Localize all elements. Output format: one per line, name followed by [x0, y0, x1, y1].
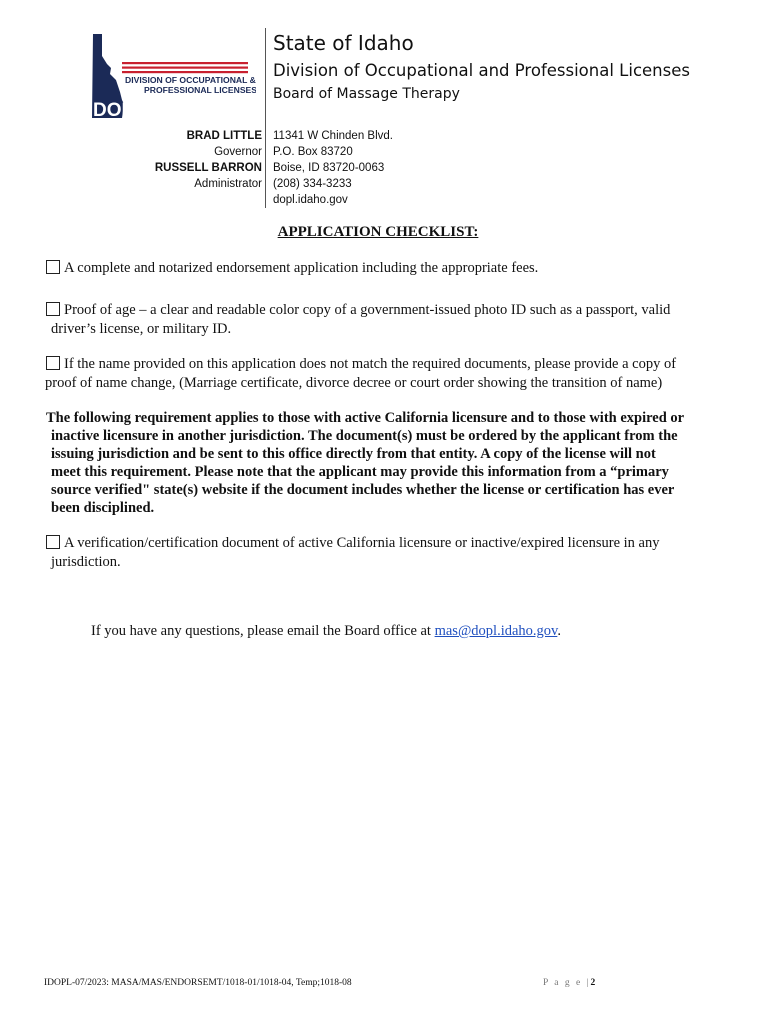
checklist-item-verification [46, 534, 726, 572]
address-street: 11341 W Chinden Blvd. [273, 130, 393, 142]
checkbox-application[interactable] [46, 260, 60, 274]
requirement-line3: issuing jurisdiction and be sent to this office directly from that entity. A copy of the license will not [51, 446, 656, 462]
item4-line1: A verification/certification document of active California licensure or inactive/expired licensure in any [64, 535, 660, 551]
address-city: Boise, ID 83720-0063 [273, 162, 385, 174]
header-divider [265, 28, 266, 208]
item2-line2: driver’s license, or military ID. [51, 321, 232, 337]
form-identifier: IDOPL-07/2023: MASA/MAS/ENDORSEMT/1018-01/1018-04, Temp;1018-08 [44, 978, 352, 988]
requirement-line6: been disciplined. [51, 500, 155, 516]
governor-name: BRAD LITTLE [186, 130, 262, 142]
checklist-heading: APPLICATION CHECKLIST: [277, 224, 479, 240]
item2-line1: Proof of age – a clear and readable color copy of a government-issued photo ID such as a passport, valid [64, 302, 671, 318]
phone-number: (208) 334-3233 [273, 178, 352, 190]
administrator-title: Administrator [194, 178, 262, 190]
checklist-item-proof-of-age [46, 301, 726, 339]
administrator-name: RUSSELL BARRON [154, 162, 262, 174]
checkbox-proof-of-age[interactable] [46, 302, 60, 316]
idaho-state-logo-icon [88, 30, 256, 122]
governor-title: Governor [214, 146, 262, 158]
checkbox-verification[interactable] [46, 535, 60, 549]
item4-line2: jurisdiction. [51, 554, 121, 570]
state-title: State of Idaho [273, 31, 414, 55]
requirement-line2: inactive licensure in another jurisdiction. The document(s) must be ordered by the applicant from the [51, 428, 678, 444]
logo-text-line2: PROFESSIONAL LICENSES [144, 85, 256, 95]
board-title: Board of Massage Therapy [273, 86, 460, 102]
logo-abbr: DOPL [93, 100, 146, 121]
dopl-logo [88, 30, 256, 122]
logo-text-line1: DIVISION OF OCCUPATIONAL & [125, 75, 256, 85]
page-number: 2 [590, 978, 596, 988]
page-indicator [543, 978, 595, 988]
page-label: P a g e | [543, 978, 591, 988]
address-block [273, 128, 393, 208]
contact-line [91, 623, 561, 640]
requirement-line1: The following requirement applies to those with active California licensure and to those with expired or [46, 410, 685, 426]
checklist-item-name-change [46, 355, 726, 393]
item3-line2: proof of name change, (Marriage certificate, divorce decree or court order showing the transition of name) [45, 375, 663, 391]
requirement-line4: meet this requirement. Please note that the applicant may provide this information from a “primary [51, 464, 669, 480]
board-email-link[interactable]: mas@dopl.idaho.gov [434, 623, 558, 639]
address-po-box: P.O. Box 83720 [273, 146, 353, 158]
contact-period: . [557, 623, 561, 639]
checkbox-name-change[interactable] [46, 356, 60, 370]
item1-text: A complete and notarized endorsement application including the appropriate fees. [64, 260, 539, 276]
item3-line1: If the name provided on this application does not match the required documents, please provide a copy of [64, 356, 677, 372]
requirement-paragraph [46, 409, 736, 517]
requirement-line5: source verified" state(s) website if the document includes whether the license or certification has ever [51, 482, 675, 498]
website: dopl.idaho.gov [273, 194, 348, 206]
officials-block [155, 128, 262, 192]
contact-text: If you have any questions, please email the Board office at [91, 623, 435, 639]
checklist-item-application [46, 259, 726, 278]
division-title: Division of Occupational and Professional Licenses [273, 61, 690, 80]
